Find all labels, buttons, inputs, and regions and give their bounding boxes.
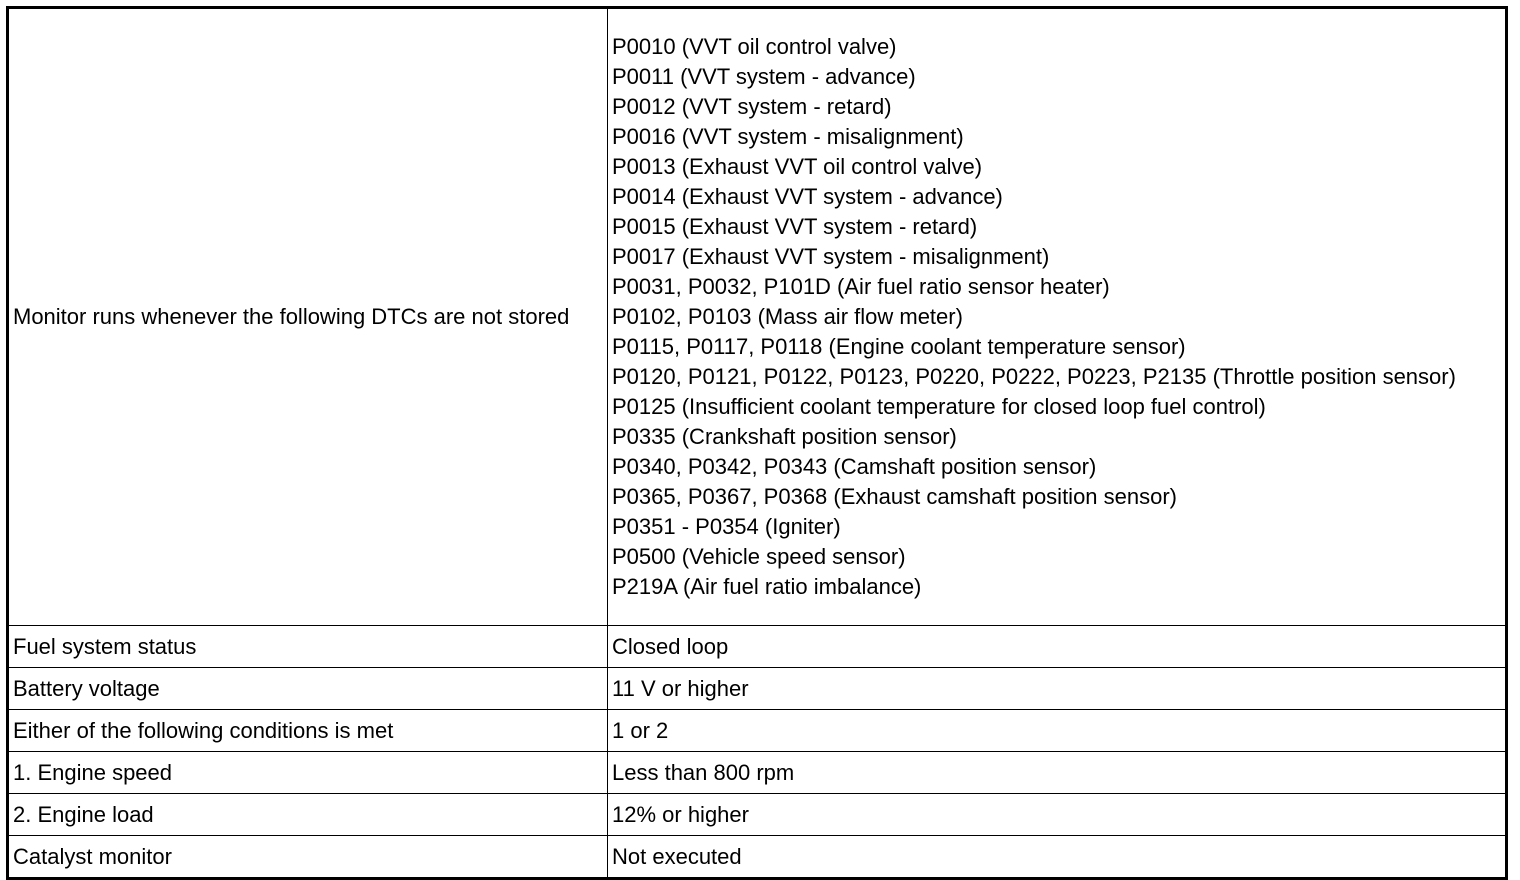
row-label: Either of the following conditions is met — [8, 710, 608, 752]
dtc-line: P0016 (VVT system - misalignment) — [612, 124, 964, 149]
dtc-line: P0102, P0103 (Mass air flow meter) — [612, 304, 963, 329]
row-label: Battery voltage — [8, 668, 608, 710]
dtc-line: P0014 (Exhaust VVT system - advance) — [612, 184, 1003, 209]
row-label: 1. Engine speed — [8, 752, 608, 794]
row-value: Closed loop — [608, 626, 1507, 668]
dtc-line: P0120, P0121, P0122, P0123, P0220, P0222, P0223, P2135 (Throttle position sensor) — [612, 364, 1456, 389]
row-value: 1 or 2 — [608, 710, 1507, 752]
table-row-battery-voltage — [8, 668, 1507, 710]
row-value: Less than 800 rpm — [608, 752, 1507, 794]
row-label: Catalyst monitor — [8, 836, 608, 879]
dtc-line: P0010 (VVT oil control valve) — [612, 34, 897, 59]
row-value: 12% or higher — [608, 794, 1507, 836]
dtc-line: P0015 (Exhaust VVT system - retard) — [612, 214, 978, 239]
row-value: 11 V or higher — [608, 668, 1507, 710]
dtc-line: P0011 (VVT system - advance) — [612, 64, 916, 89]
table-body — [8, 8, 1507, 879]
dtc-line: P0351 - P0354 (Igniter) — [612, 514, 841, 539]
table-row-dtc-conditions — [8, 8, 1507, 626]
row-label: 2. Engine load — [8, 794, 608, 836]
dtc-line: P0031, P0032, P101D (Air fuel ratio sensor heater) — [612, 274, 1110, 299]
row-value: Not executed — [608, 836, 1507, 879]
table-row-engine-speed — [8, 752, 1507, 794]
dtc-line: P0125 (Insufficient coolant temperature for closed loop fuel control) — [612, 394, 1266, 419]
dtc-line: P0500 (Vehicle speed sensor) — [612, 544, 906, 569]
row-label: Monitor runs whenever the following DTCs are not stored — [8, 8, 608, 626]
dtc-line: P0335 (Crankshaft position sensor) — [612, 424, 957, 449]
table-row-either-condition — [8, 710, 1507, 752]
dtc-line: P0012 (VVT system - retard) — [612, 94, 892, 119]
row-label: Fuel system status — [8, 626, 608, 668]
conditions-table — [6, 6, 1508, 880]
dtc-list-cell — [608, 8, 1507, 626]
dtc-line: P0340, P0342, P0343 (Camshaft position sensor) — [612, 454, 1097, 479]
dtc-line: P0365, P0367, P0368 (Exhaust camshaft position sensor) — [612, 484, 1178, 509]
table-row-fuel-system-status — [8, 626, 1507, 668]
dtc-line: P219A (Air fuel ratio imbalance) — [612, 574, 922, 599]
dtc-line: P0017 (Exhaust VVT system - misalignment) — [612, 244, 1050, 269]
dtc-line: P0013 (Exhaust VVT oil control valve) — [612, 154, 983, 179]
dtc-line: P0115, P0117, P0118 (Engine coolant temperature sensor) — [612, 334, 1186, 359]
table-row-engine-load — [8, 794, 1507, 836]
table-row-catalyst-monitor — [8, 836, 1507, 879]
